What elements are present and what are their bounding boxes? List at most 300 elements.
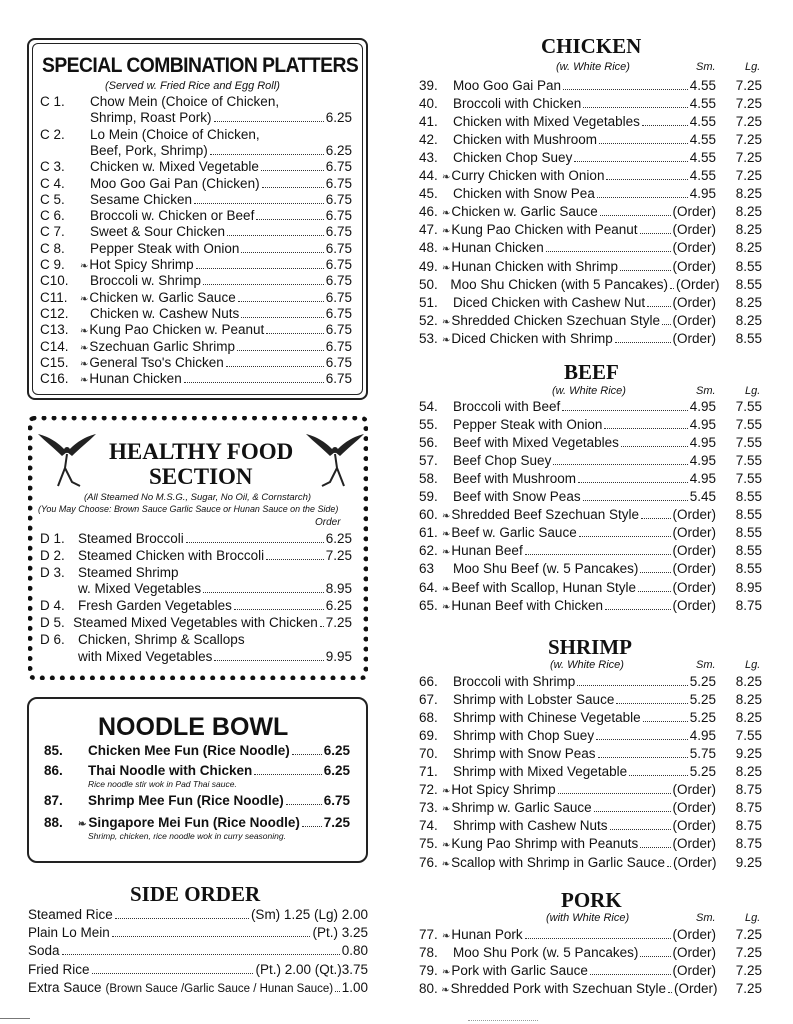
item-name: Sesame Chicken (90, 191, 193, 207)
item-price-small: (Order) (672, 294, 716, 310)
hot-spicy-pepper-icon: ❧ (442, 931, 451, 942)
healthy-note-2: (You May Choose: Brown Sauce Garlic Sauce or Hunan Sauce on the Side) (38, 504, 339, 515)
item-number: 66. (419, 674, 438, 689)
beef-small-header: Sm. (696, 385, 716, 397)
hot-spicy-pepper-icon: ❧ (442, 511, 451, 523)
item-name: Beef with Snow Peas (453, 489, 581, 505)
special-item-row (40, 339, 352, 354)
item-price-small: (Order) (672, 543, 716, 559)
dot-leader (238, 301, 324, 302)
shrimp-section-title: SHRIMP (548, 635, 632, 659)
item-price: 7.25 (323, 815, 350, 830)
item-price: (Pt.) 3.25 (312, 925, 368, 941)
item-name: Chow Mein (Choice of Chicken, (90, 94, 280, 109)
item-price: 6.25 (325, 110, 352, 126)
item-price: 0.80 (341, 943, 368, 959)
dot-leader (214, 121, 324, 122)
item-number: D 3. (40, 564, 65, 580)
item-price-large: 8.55 (735, 507, 762, 523)
item-price-small: 4.95 (689, 728, 716, 744)
item-number: 58. (419, 471, 438, 487)
chicken-large-header: Lg. (745, 61, 761, 73)
item-name: Broccoli w. Shrimp (90, 273, 202, 289)
item-price-small: 4.95 (689, 435, 716, 451)
hot-spicy-pepper-icon: ❧ (442, 244, 451, 256)
side-item-row (28, 962, 368, 977)
chicken-item-row (419, 150, 762, 165)
hot-spicy-pepper-icon: ❧ (442, 804, 451, 816)
item-price-small: (Order) (672, 579, 716, 595)
item-price-large: 7.55 (735, 417, 762, 433)
item-price-small: 5.45 (689, 489, 716, 505)
item-number: 61. (419, 525, 438, 541)
item-price-large: 8.75 (735, 836, 762, 852)
item-name: Shrimp with Snow Peas (453, 746, 596, 762)
item-name: Fried Rice (28, 961, 90, 977)
item-number: 72. (419, 782, 438, 798)
beef-item-row (419, 543, 762, 558)
item-name: Hunan Beef with Chicken (451, 597, 603, 613)
item-number: 67. (419, 692, 438, 708)
beef-section-subtitle: (w. White Rice) (552, 385, 626, 397)
item-number: 51. (419, 294, 438, 310)
healthy-item-row (40, 632, 352, 647)
dot-leader (596, 739, 688, 740)
item-price-large: 8.55 (735, 258, 762, 274)
side-item-row (28, 925, 368, 940)
noodle-item-note: Shrimp, chicken, rice noodle wok in curry seasoning. (88, 831, 286, 841)
item-price-small: 4.95 (689, 399, 716, 414)
chicken-item-row (419, 114, 762, 129)
item-number: 86. (44, 763, 63, 778)
item-number: 48. (419, 240, 438, 256)
dot-leader (599, 143, 688, 144)
item-name: Soda (28, 943, 60, 959)
chicken-item-row (419, 277, 762, 292)
item-price-large: 8.55 (735, 561, 762, 577)
item-price: 6.75 (325, 273, 352, 289)
dot-leader (590, 974, 671, 975)
dot-leader (604, 428, 687, 429)
hot-spicy-pepper-icon: ❧ (442, 601, 451, 613)
special-item-row (40, 371, 352, 386)
healthy-item-row (40, 531, 352, 546)
item-price: 6.75 (325, 159, 352, 175)
healthy-item-row (40, 615, 352, 630)
chicken-item-row (419, 240, 762, 255)
dot-leader (600, 215, 671, 216)
special-item-row (40, 224, 352, 239)
side-order-title: SIDE ORDER (130, 882, 261, 906)
item-price-small: 4.95 (689, 453, 716, 469)
hot-spicy-pepper-icon: ❧ (442, 208, 451, 220)
item-name: Hunan Beef (451, 543, 523, 559)
side-item-row (28, 980, 368, 995)
item-price-small: (Order) (672, 312, 716, 328)
item-price: 6.75 (325, 338, 352, 354)
item-price: 8.95 (325, 581, 352, 597)
item-price-large: 8.75 (735, 818, 762, 834)
dot-leader (667, 866, 671, 867)
beef-item-row (419, 525, 762, 540)
item-name: Chicken with Mushroom (453, 132, 598, 148)
item-name: Steamed Chicken with Broccoli (78, 547, 265, 563)
item-price: 6.25 (325, 142, 352, 158)
hot-spicy-pepper-icon: ❧ (442, 529, 451, 541)
item-price-small: (Order) (674, 981, 718, 997)
item-number: 73. (419, 800, 438, 816)
item-number: 63 (419, 561, 435, 577)
item-number: C 7. (40, 224, 65, 240)
item-number: 68. (419, 710, 438, 726)
item-price: (Sm) 1.25 (Lg) 2.00 (250, 907, 368, 922)
item-price-large: 8.25 (735, 710, 762, 726)
item-price-large: 8.55 (735, 276, 762, 292)
item-price-large: 7.25 (735, 963, 762, 979)
item-number: C 9. (40, 257, 65, 272)
special-item-row (40, 355, 352, 370)
item-number: C 8. (40, 240, 65, 256)
beef-item-row (419, 399, 762, 414)
item-number: C16. (40, 371, 69, 387)
beef-item-row (419, 507, 762, 522)
item-name: Thai Noodle with Chicken (88, 763, 253, 778)
item-price: 6.75 (325, 289, 352, 305)
item-price: 6.75 (325, 175, 352, 191)
dot-leader (241, 317, 323, 318)
healthy-note-1: (All Steamed No M.S.G., Sugar, No Oil, & Cornstarch) (84, 492, 312, 503)
healthy-order-label: Order (315, 517, 341, 528)
dot-leader (266, 333, 323, 334)
dot-leader (525, 554, 671, 555)
shrimp-item-row (419, 836, 762, 851)
healthy-item-row (40, 581, 352, 596)
item-number: 87. (44, 793, 63, 808)
item-name: Pepper Steak with Onion (453, 417, 603, 433)
item-number: 74. (419, 818, 438, 834)
item-price-small: (Order) (672, 561, 716, 577)
dot-leader (525, 938, 671, 939)
pork-item-row (419, 927, 762, 942)
noodle-item-row (44, 793, 350, 808)
item-number: 50. (419, 276, 438, 292)
item-price-small: 4.55 (689, 114, 716, 130)
dot-leader (641, 518, 670, 519)
item-price-small: (Order) (672, 507, 716, 523)
item-price-large: 7.55 (735, 435, 762, 451)
special-item-row (40, 143, 352, 158)
item-name: Steamed Shrimp (78, 564, 179, 580)
item-name: Pork with Garlic Sauce (451, 963, 588, 979)
hot-spicy-pepper-icon: ❧ (80, 261, 89, 272)
dot-leader (640, 233, 671, 234)
dot-leader (266, 559, 324, 560)
dot-leader (610, 829, 671, 830)
chicken-item-row (419, 186, 762, 201)
hot-spicy-pepper-icon: ❧ (442, 226, 451, 238)
shrimp-section-subtitle: (w. White Rice) (550, 659, 624, 671)
item-price-large: 7.25 (735, 114, 762, 130)
item-name: Moo Shu Chicken (with 5 Pancakes) (450, 276, 669, 292)
dot-leader (578, 482, 688, 483)
item-number: C11. (40, 289, 68, 305)
item-price: 6.25 (325, 531, 352, 546)
hot-spicy-pepper-icon: ❧ (442, 172, 451, 184)
item-price-small: (Order) (672, 818, 716, 834)
item-price-small: (Order) (672, 836, 716, 852)
hot-spicy-pepper-icon: ❧ (442, 547, 451, 559)
item-price-large: 8.25 (735, 294, 762, 310)
dot-leader (583, 500, 688, 501)
noodle-item-row (44, 763, 350, 778)
item-price-small: 4.55 (689, 150, 716, 166)
item-name: Shrimp with Chinese Vegetable (453, 710, 641, 726)
special-item-row (40, 94, 352, 109)
noodle-item-row (44, 815, 350, 830)
chicken-item-row (419, 313, 762, 328)
special-item-row (40, 322, 352, 337)
dot-leader (254, 774, 321, 775)
dot-leader (112, 936, 311, 937)
item-price: 6.75 (325, 322, 352, 338)
item-price-large: 9.25 (735, 854, 762, 870)
beef-item-row (419, 598, 762, 613)
item-name: Shrimp with Lobster Sauce (453, 692, 615, 708)
dot-leader (597, 197, 688, 198)
item-price-large: 8.55 (735, 525, 762, 541)
hot-spicy-pepper-icon: ❧ (441, 985, 450, 997)
special-item-row (40, 110, 352, 125)
beef-item-row (419, 580, 762, 595)
pork-item-row (419, 963, 762, 978)
item-name: Pepper Steak with Onion (90, 240, 240, 256)
special-item-row (40, 273, 352, 288)
dot-leader (234, 609, 324, 610)
item-price-small: 4.95 (689, 417, 716, 433)
dot-leader (638, 591, 671, 592)
item-price-large: 8.25 (735, 764, 762, 780)
item-price: 6.75 (325, 191, 352, 207)
item-name: Shredded Chicken Szechuan Style (451, 312, 661, 328)
item-number: 78. (419, 945, 438, 961)
item-price-small: 5.25 (689, 692, 716, 708)
item-price-large: 7.25 (735, 945, 762, 961)
dot-leader (594, 811, 671, 812)
item-name: with Mixed Vegetables (78, 648, 213, 664)
item-price: 6.75 (325, 371, 352, 387)
item-number: 45. (419, 186, 438, 202)
scan-mark-left (0, 1018, 30, 1019)
item-price-large: 7.25 (735, 168, 762, 184)
dot-leader (115, 918, 249, 919)
item-price-small: 4.55 (689, 96, 716, 112)
item-name: Chicken, Shrimp & Scallops (78, 631, 245, 647)
item-number: 49. (419, 258, 438, 274)
special-platters-subtitle: (Served w. Fried Rice and Egg Roll) (105, 80, 280, 92)
item-name: Beef with Scallop, Hunan Style (451, 579, 636, 595)
item-price: 6.75 (323, 793, 350, 808)
dot-leader (642, 125, 688, 126)
item-name: Chicken w. Garlic Sauce (89, 289, 236, 305)
pork-section-title: PORK (561, 888, 622, 912)
item-number: D 1. (40, 531, 65, 546)
item-name: Chicken w. Garlic Sauce (451, 204, 598, 220)
item-price-large: 7.25 (735, 981, 762, 997)
item-price: 7.25 (325, 615, 352, 630)
item-price-large: 8.75 (735, 800, 762, 816)
chicken-item-row (419, 132, 762, 147)
item-number: 43. (419, 150, 438, 166)
hot-spicy-pepper-icon: ❧ (80, 342, 89, 354)
item-name: Moo Shu Beef (w. 5 Pancakes) (453, 561, 639, 577)
item-price: 6.75 (325, 257, 352, 272)
hot-spicy-pepper-icon: ❧ (80, 293, 89, 305)
item-number: 52. (419, 312, 438, 328)
item-name: Beef, Pork, Shrimp) (90, 142, 208, 158)
item-price: 6.25 (323, 763, 350, 778)
item-number: 59. (419, 489, 438, 505)
item-name: Moo Goo Gai Pan (Chicken) (90, 175, 260, 191)
item-name: Hunan Pork (451, 927, 523, 942)
dot-leader (256, 219, 323, 220)
item-price: 6.25 (323, 743, 350, 758)
chicken-item-row (419, 78, 762, 93)
item-price-large: 7.25 (735, 150, 762, 166)
item-price-large: 8.25 (735, 692, 762, 708)
item-price-small: 4.55 (689, 132, 716, 148)
item-price-large: 8.55 (735, 489, 762, 505)
shrimp-item-row (419, 800, 762, 815)
dot-leader (302, 826, 322, 827)
item-name: Chicken with Snow Pea (453, 186, 595, 202)
special-item-row (40, 127, 352, 142)
item-price: 6.75 (325, 224, 352, 240)
item-price-small: 5.25 (689, 764, 716, 780)
item-name: Beef with Mushroom (453, 471, 577, 487)
pork-small-header: Sm. (696, 912, 716, 924)
dot-leader (558, 793, 671, 794)
shrimp-item-row (419, 818, 762, 833)
dot-leader (562, 410, 687, 411)
item-name: Kung Pao Chicken with Peanut (451, 222, 638, 238)
item-name: Beef with Mixed Vegetables (453, 435, 619, 451)
item-price-large: 7.25 (735, 96, 762, 112)
item-number: 75. (419, 836, 438, 852)
shrimp-item-row (419, 710, 762, 725)
item-name: Broccoli with Chicken (453, 96, 582, 112)
beef-item-row (419, 561, 762, 576)
item-name: Steamed Mixed Vegetables with Chicken (73, 615, 318, 630)
item-number: C 6. (40, 208, 65, 224)
dot-leader (210, 154, 324, 155)
hot-spicy-pepper-icon: ❧ (442, 840, 451, 852)
dot-leader (261, 170, 324, 171)
item-price-small: 5.25 (689, 710, 716, 726)
shrimp-item-row (419, 674, 762, 689)
item-number: D 6. (40, 631, 65, 647)
item-name: Lo Mein (Choice of Chicken, (90, 126, 260, 142)
dot-leader (643, 721, 688, 722)
item-number: 80. (419, 981, 438, 997)
dot-leader (335, 991, 340, 992)
hot-spicy-pepper-icon: ❧ (80, 375, 89, 387)
item-number: 79. (419, 963, 438, 979)
item-price: 6.75 (325, 354, 352, 370)
hot-spicy-pepper-icon: ❧ (442, 583, 451, 595)
item-name: Chicken w. Mixed Vegetable (90, 159, 259, 175)
item-price-large: 7.55 (735, 399, 762, 414)
chicken-item-row (419, 168, 762, 183)
item-number: C15. (40, 354, 69, 370)
item-price-small: 4.55 (689, 78, 716, 93)
special-item-row (40, 290, 352, 305)
dot-leader (184, 382, 324, 383)
item-number: 56. (419, 435, 438, 451)
beef-item-row (419, 435, 762, 450)
item-name: Kung Pao Shrimp with Peanuts (451, 836, 639, 852)
item-price-small: (Order) (672, 525, 716, 541)
shrimp-item-row (419, 746, 762, 761)
item-number: 60. (419, 507, 438, 523)
dot-leader (226, 366, 324, 367)
item-number: 88. (44, 815, 63, 830)
item-number: 46. (419, 204, 438, 220)
item-number: D 5. (40, 615, 65, 630)
dancer-left-icon (36, 432, 98, 490)
item-number: 39. (419, 78, 438, 93)
item-price-small: (Order) (676, 276, 720, 292)
item-price: 6.75 (325, 305, 352, 321)
item-number: C 5. (40, 191, 65, 207)
item-price-small: 5.75 (689, 746, 716, 762)
item-name: Singapore Mei Fun (Rice Noodle) (88, 815, 300, 830)
dot-leader (553, 464, 687, 465)
item-name: Hunan Chicken with Shrimp (451, 258, 618, 274)
item-number: C14. (40, 338, 69, 354)
item-price: 1.00 (341, 979, 368, 995)
dot-leader (563, 89, 688, 90)
item-price: 9.95 (325, 648, 352, 664)
chicken-item-row (419, 222, 762, 237)
item-price-large: 7.25 (735, 132, 762, 148)
item-price-small: 4.55 (689, 168, 716, 184)
item-number: 69. (419, 728, 438, 744)
dot-leader (237, 350, 324, 351)
item-name: Diced Chicken with Shrimp (451, 330, 613, 346)
item-name: Szechuan Garlic Shrimp (89, 338, 235, 354)
item-price-small: (Order) (672, 330, 716, 346)
item-name: Shrimp with Chop Suey (453, 728, 595, 744)
item-price: 7.25 (325, 547, 352, 563)
item-number: C 4. (40, 175, 65, 191)
dot-leader (640, 572, 670, 573)
item-number: C 2. (40, 126, 65, 142)
item-price-small: (Order) (672, 854, 717, 870)
item-price-small: (Order) (672, 927, 716, 942)
item-name: Hot Spicy Shrimp (451, 782, 556, 798)
item-number: 65. (419, 597, 438, 613)
dot-leader (662, 324, 670, 325)
item-price-large: 8.25 (735, 222, 762, 238)
dot-leader (620, 270, 671, 271)
item-name: Hunan Chicken (451, 240, 544, 256)
item-name: Beef w. Garlic Sauce (451, 525, 577, 541)
hot-spicy-pepper-icon: ❧ (442, 334, 451, 346)
noodle-item-note: Rice noodle stir wok in Pad Thai sauce. (88, 779, 237, 789)
dot-leader (629, 775, 688, 776)
item-name: Shredded Beef Szechuan Style (451, 507, 640, 523)
item-price-large: 8.25 (735, 240, 762, 256)
